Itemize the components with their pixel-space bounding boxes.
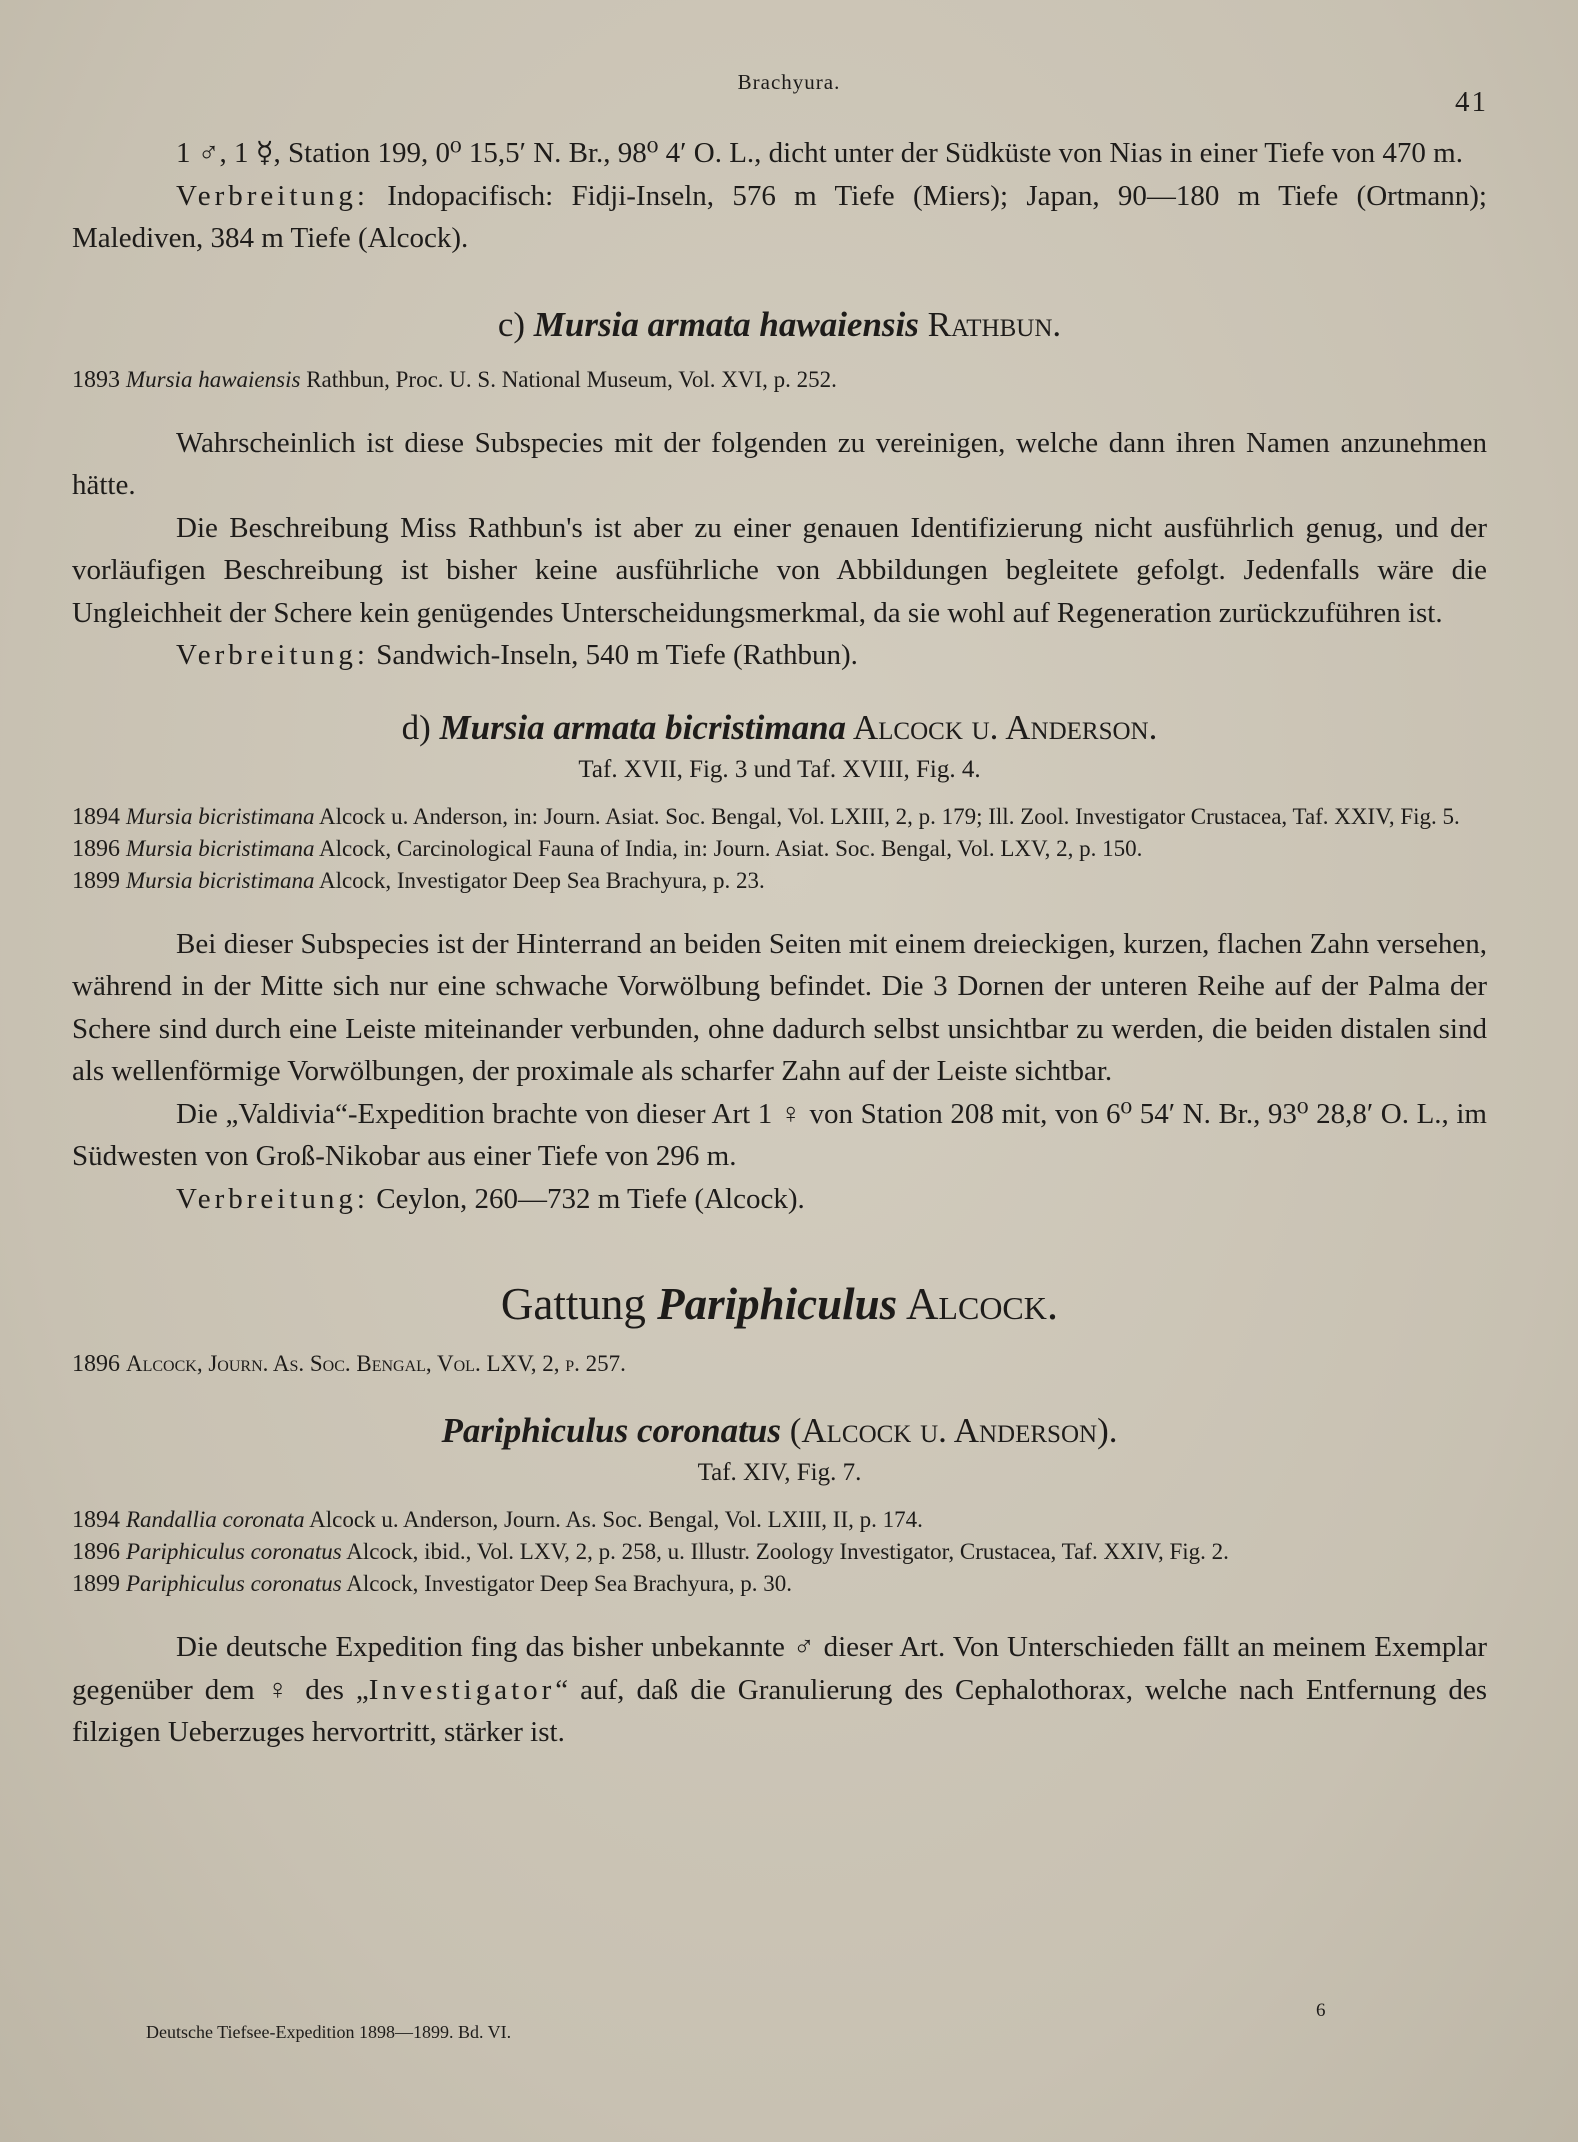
specimen-paragraph: 1 ♂, 1 ☿, Station 199, 0⁰ 15,5′ N. Br., 98⁰ 4′ O. L., dicht unter der Südküste von Nias in einer Tiefe von 470 m. [176,137,1463,169]
reference-entry [72,1504,1487,1536]
reference-taxon: Mursia bicristimana [126,803,315,829]
taxon-name: Pariphiculus coronatus [441,1411,781,1450]
plate-reference: Taf. XVII, Fig. 3 und Taf. XVIII, Fig. 4. [578,755,981,783]
reference-year: 1899 [72,867,126,894]
genus-heading [72,1274,1487,1334]
page-content [72,132,1487,1754]
section-heading-c [72,300,1487,350]
reference-year: 1893 [72,366,126,393]
distribution-label: Verbreitung: [176,179,369,212]
reference-text: Alcock, Carcinological Fauna of India, in: Journ. Asiat. Soc. Bengal, Vol. LXV, 2, p. 150. [314,835,1143,861]
genus-author: Alcock. [897,1279,1059,1329]
running-head: Brachyura. [737,70,841,94]
ship-name: Investigator [368,1673,556,1706]
publication-footer: Deutsche Tiefsee-Expedition 1898—1899. Bd. VI. [146,2022,512,2042]
reference-text: Rathbun, Proc. U. S. National Museum, Vol. XVI, p. 252. [300,366,837,392]
taxon-author: (Alcock u. Anderson). [780,1411,1118,1450]
reference-year: 1899 [72,1571,126,1597]
reference-entry [72,1536,1487,1568]
reference-year: 1894 [72,803,126,830]
reference-text: Alcock, Investigator Deep Sea Brachyura, p. 30. [341,1571,793,1596]
reference-year: 1894 [72,1507,126,1533]
paragraph-text: Die deutsche Expedition fing das bisher unbekannte ♂ dieser Art. Von Unterschieden fällt an meinem Exemplar gegenüber dem ♀ des „ [72,1631,1487,1706]
reference-year: 1896 [72,835,126,862]
distribution-label: Verbreitung: [176,1182,369,1215]
reference-taxon: Mursia hawaiensis [126,366,301,392]
reference-taxon: Randallia coronata [126,1507,305,1532]
reference-year: 1896 [72,1539,126,1565]
reference-entry [72,801,1487,833]
reference-entry [72,1348,1487,1380]
genus-name: Pariphiculus [657,1279,898,1329]
taxon-author: Rathbun. [918,304,1062,344]
distribution-label: Verbreitung: [176,639,369,671]
section-heading-d [72,703,1487,753]
reference-text: Alcock u. Anderson, in: Journ. Asiat. Soc. Bengal, Vol. LXIII, 2, p. 179; Ill. Zool. Investigator Crustacea, Taf. XXIV, Fig. 5. [314,803,1460,829]
distribution-paragraph [72,634,1487,677]
distribution-paragraph [72,175,1487,260]
body-paragraph: Bei dieser Subspecies ist der Hinterrand an beiden Seiten mit einem dreieckigen, kurzen, flachen Zahn versehen, während in der Mitte sich nur eine schwache Vorwölbung befindet. Die 3 Dornen der unteren Reihe auf der Palma der Schere sind durch eine Leiste miteinander verbunden, ohne dadurch selbst unsichtbar zu werden, die beiden distalen sind als wellenförmige Vorwölbungen, der proximale als scharfer Zahn auf der Leiste sichtbar. [72,927,1487,1087]
plate-reference: Taf. XIV, Fig. 7. [697,1459,862,1486]
section-prefix: d) [401,707,440,747]
reference-taxon: Mursia bicristimana [126,867,315,893]
paragraph-text: “ auf, daß die Granulierung des Cephalothorax, welche nach Entfernung des filzigen Ueberzuges hervortritt, stärker ist. [72,1673,1487,1748]
reference-text: Alcock, Journ. As. Soc. Bengal, Vol. LXV, 2, p. 257. [126,1351,626,1376]
distribution-paragraph [72,1178,1487,1221]
page-number: 41 [1455,86,1488,118]
reference-entry [72,1568,1487,1600]
reference-text: Alcock, Investigator Deep Sea Brachyura, p. 23. [314,867,765,893]
distribution-text: Sandwich-Inseln, 540 m Tiefe (Rathbun). [368,639,858,671]
reference-year: 1896 [72,1351,126,1377]
reference-taxon: Pariphiculus coronatus [126,1571,342,1596]
distribution-text: Indopacifisch: Fidji-Inseln, 576 m Tiefe (Miers); Japan, 90—180 m Tiefe (Ortmann); Malediven, 384 m Tiefe (Alcock). [72,179,1487,254]
reference-entry [72,865,1487,897]
reference-text: Alcock, ibid., Vol. LXV, 2, p. 258, u. Illustr. Zoology Investigator, Crustacea, Taf. XXIV, Fig. 2. [341,1539,1229,1564]
taxon-name: Mursia armata hawaiensis [533,304,919,344]
taxon-author: Alcock u. Anderson. [846,707,1158,747]
reference-entry [72,833,1487,865]
reference-taxon: Pariphiculus coronatus [126,1539,342,1564]
taxon-name: Mursia armata bicristimana [439,707,847,747]
reference-text: Alcock u. Anderson, Journ. As. Soc. Bengal, Vol. LXIII, II, p. 174. [304,1507,923,1532]
genus-prefix: Gattung [500,1279,658,1329]
body-paragraph: Die „Valdivia“-Expedition brachte von dieser Art 1 ♀ von Station 208 mit, von 6⁰ 54′ N. Br., 93⁰ 28,8′ O. L., im Südwesten von Groß-Nikobar aus einer Tiefe von 296 m. [72,1097,1487,1172]
signature-mark: 6 [1316,2000,1326,2021]
species-heading [72,1406,1487,1456]
section-prefix: c) [497,304,534,344]
body-paragraph [72,1626,1487,1754]
distribution-text: Ceylon, 260—732 m Tiefe (Alcock). [368,1182,805,1215]
body-paragraph: Wahrscheinlich ist diese Subspecies mit der folgenden zu vereinigen, welche dann ihren Namen anzunehmen hätte. [72,426,1487,501]
body-paragraph: Die Beschreibung Miss Rathbun's ist aber zu einer genauen Identifizierung nicht ausführlich genug, und der vorläufigen Beschreibung ist bisher keine ausführliche von Abbildungen begleitete gefolgt. Jedenfalls wäre die Ungleichheit der Schere kein genügendes Unterscheidungsmerkmal, da sie wohl auf Regeneration zurückzuführen ist. [72,511,1487,629]
reference-entry [72,364,1487,396]
reference-taxon: Mursia bicristimana [126,835,315,861]
